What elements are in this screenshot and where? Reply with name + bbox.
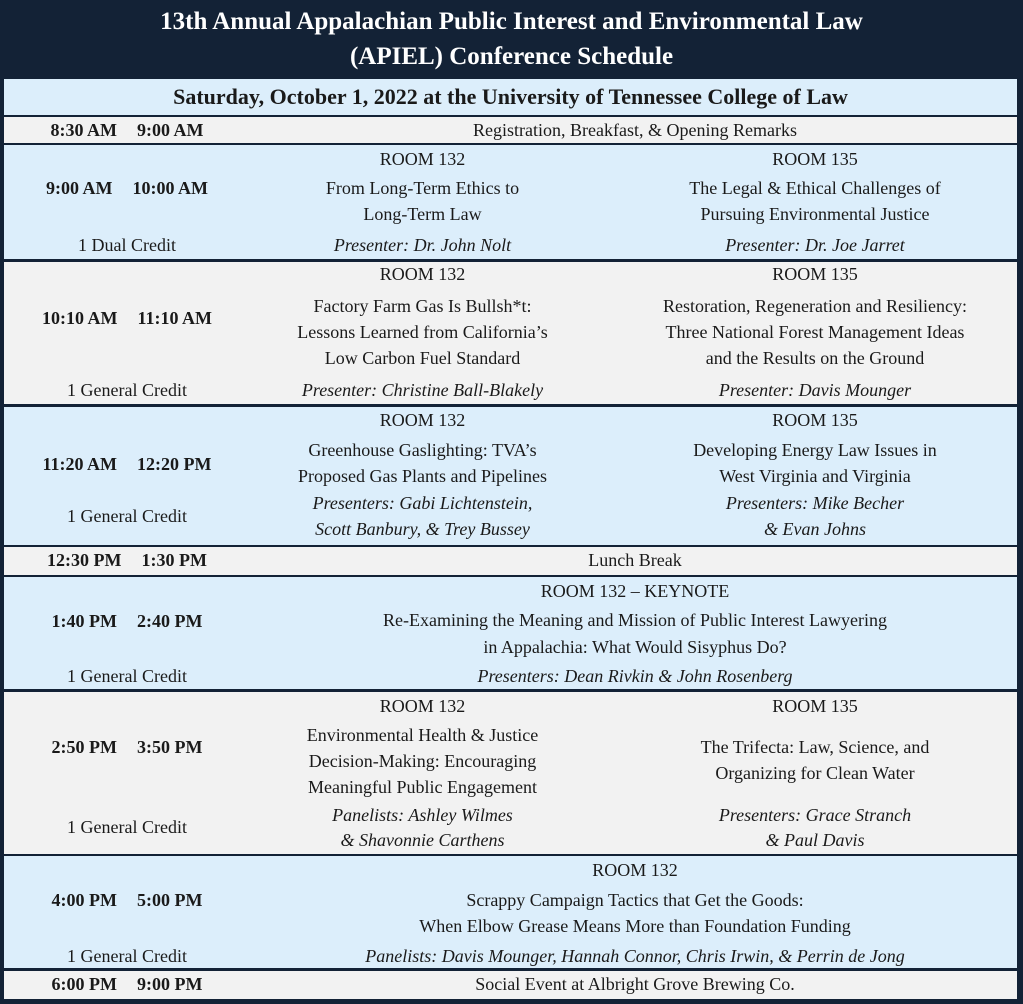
- end-time: 2:40 PM: [137, 611, 203, 631]
- presenter-line: Presenter: Davis Mounger: [718, 380, 912, 400]
- presenter-line: Presenter: Christine Ball-Blakely: [301, 380, 544, 400]
- time-range: [4, 178, 250, 199]
- end-time: 5:00 PM: [137, 890, 203, 910]
- room-label: ROOM 135: [772, 149, 858, 169]
- session-title-line: When Elbow Grease Means More than Foundation Funding: [419, 916, 851, 936]
- schedule-row: [4, 143, 1017, 259]
- presenter-line: & Shavonnie Carthens: [340, 830, 505, 850]
- end-time: 9:00 PM: [137, 974, 203, 994]
- time-range: [4, 308, 250, 329]
- start-time: 8:30 AM: [50, 120, 117, 140]
- end-time: 3:50 PM: [137, 737, 203, 757]
- session-title-line: Greenhouse Gaslighting: TVA’s: [308, 440, 537, 460]
- session-title-line: in Appalachia: What Would Sisyphus Do?: [483, 637, 787, 657]
- date-banner: Saturday, October 1, 2022 at the University of Tennessee College of Law: [4, 77, 1017, 115]
- title-line-2: (APIEL) Conference Schedule: [349, 43, 674, 70]
- session-title-line: Long-Term Law: [363, 204, 482, 224]
- schedule-row: [4, 690, 1017, 854]
- end-time: 12:20 PM: [137, 454, 212, 474]
- schedule-row: [4, 545, 1017, 575]
- session-title-line: Restoration, Regeneration and Resiliency:: [663, 296, 967, 316]
- credit-label: 1 General Credit: [67, 817, 187, 837]
- time-range: [4, 454, 250, 475]
- session-title-line: Pursuing Environmental Justice: [700, 204, 930, 224]
- room-label: ROOM 132: [379, 149, 466, 169]
- end-time: 1:30 PM: [141, 550, 207, 570]
- session-title-line: Decision-Making: Encouraging: [308, 751, 537, 771]
- presenter-line: Panelists: Ashley Wilmes: [332, 805, 513, 825]
- session-title-line: Re-Examining the Meaning and Mission of Public Interest Lawyering: [383, 610, 887, 630]
- session-title-line: From Long-Term Ethics to: [325, 178, 520, 198]
- presenter-line: Presenter: Dr. John Nolt: [333, 235, 512, 255]
- start-time: 9:00 AM: [46, 178, 113, 198]
- schedule-row: [4, 260, 1017, 404]
- time-range: [4, 737, 250, 758]
- room-label: ROOM 135: [772, 264, 858, 284]
- room-label: ROOM 132: [379, 696, 466, 716]
- session-title-line: Scrappy Campaign Tactics that Get the Goods:: [466, 890, 804, 910]
- start-time: 4:00 PM: [51, 890, 117, 910]
- session-title-line: and the Results on the Ground: [705, 348, 925, 368]
- session-title-line: Environmental Health & Justice: [306, 725, 539, 745]
- start-time: 2:50 PM: [51, 737, 117, 757]
- presenter-line: Presenter: Dr. Joe Jarret: [725, 235, 905, 255]
- end-time: 9:00 AM: [137, 120, 204, 140]
- start-time: 10:10 AM: [42, 308, 118, 328]
- session-title-line: Organizing for Clean Water: [715, 763, 915, 783]
- start-time: 12:30 PM: [47, 550, 122, 570]
- title-line-1: 13th Annual Appalachian Public Interest and Environmental Law: [160, 8, 863, 35]
- schedule-row: [4, 854, 1017, 968]
- session-title-line: The Trifecta: Law, Science, and: [700, 737, 930, 757]
- room-label: ROOM 135: [772, 410, 858, 430]
- credit-label: 1 General Credit: [67, 666, 187, 686]
- credit-label: 1 General Credit: [67, 380, 187, 400]
- event-label: Registration, Breakfast, & Opening Remarks: [473, 120, 797, 140]
- time-range: [4, 611, 250, 632]
- credit-label: 1 General Credit: [67, 506, 187, 526]
- end-time: 10:00 AM: [132, 178, 208, 198]
- credit-label: 1 General Credit: [67, 946, 187, 966]
- event-label: Lunch Break: [588, 550, 682, 570]
- schedule-header: [0, 0, 1023, 77]
- credit-label: 1 Dual Credit: [78, 235, 176, 255]
- session-title-line: Developing Energy Law Issues in: [693, 440, 937, 460]
- session-title-line: Three National Forest Management Ideas: [665, 322, 965, 342]
- schedule-row: [4, 405, 1017, 545]
- time-range: [4, 890, 250, 911]
- room-label: ROOM 132 – KEYNOTE: [540, 581, 730, 601]
- room-label: ROOM 132: [379, 264, 466, 284]
- time-range: [4, 974, 250, 995]
- start-time: 11:20 AM: [42, 454, 117, 474]
- time-range: [4, 120, 250, 141]
- presenter-line: Panelists: Davis Mounger, Hannah Connor, Chris Irwin, & Perrin de Jong: [365, 946, 905, 966]
- start-time: 1:40 PM: [51, 611, 117, 631]
- schedule-row: [4, 115, 1017, 145]
- session-title-line: Meaningful Public Engagement: [308, 777, 537, 797]
- session-title-line: West Virginia and Virginia: [719, 466, 911, 486]
- presenter-line: & Paul Davis: [765, 830, 865, 850]
- presenter-line: & Evan Johns: [764, 519, 866, 539]
- time-range: [4, 550, 250, 571]
- presenter-line: Presenters: Dean Rivkin & John Rosenberg: [477, 666, 793, 686]
- presenter-line: Presenters: Grace Stranch: [718, 805, 912, 825]
- end-time: 11:10 AM: [137, 308, 212, 328]
- start-time: 6:00 PM: [51, 974, 117, 994]
- session-title-line: Proposed Gas Plants and Pipelines: [298, 466, 547, 486]
- presenter-line: Scott Banbury, & Trey Bussey: [315, 519, 530, 539]
- session-title-line: Factory Farm Gas Is Bullsh*t:: [313, 296, 532, 316]
- session-title-line: The Legal & Ethical Challenges of: [689, 178, 941, 198]
- room-label: ROOM 132: [592, 860, 678, 880]
- schedule-row: [4, 969, 1017, 999]
- session-title-line: Low Carbon Fuel Standard: [324, 348, 521, 368]
- event-label: Social Event at Albright Grove Brewing Co.: [475, 974, 795, 994]
- session-title-line: Lessons Learned from California’s: [297, 322, 548, 342]
- schedule-row: [4, 575, 1017, 689]
- presenter-line: Presenters: Mike Becher: [725, 493, 905, 513]
- room-label: ROOM 132: [379, 410, 466, 430]
- presenter-line: Presenters: Gabi Lichtenstein,: [312, 493, 533, 513]
- room-label: ROOM 135: [772, 696, 858, 716]
